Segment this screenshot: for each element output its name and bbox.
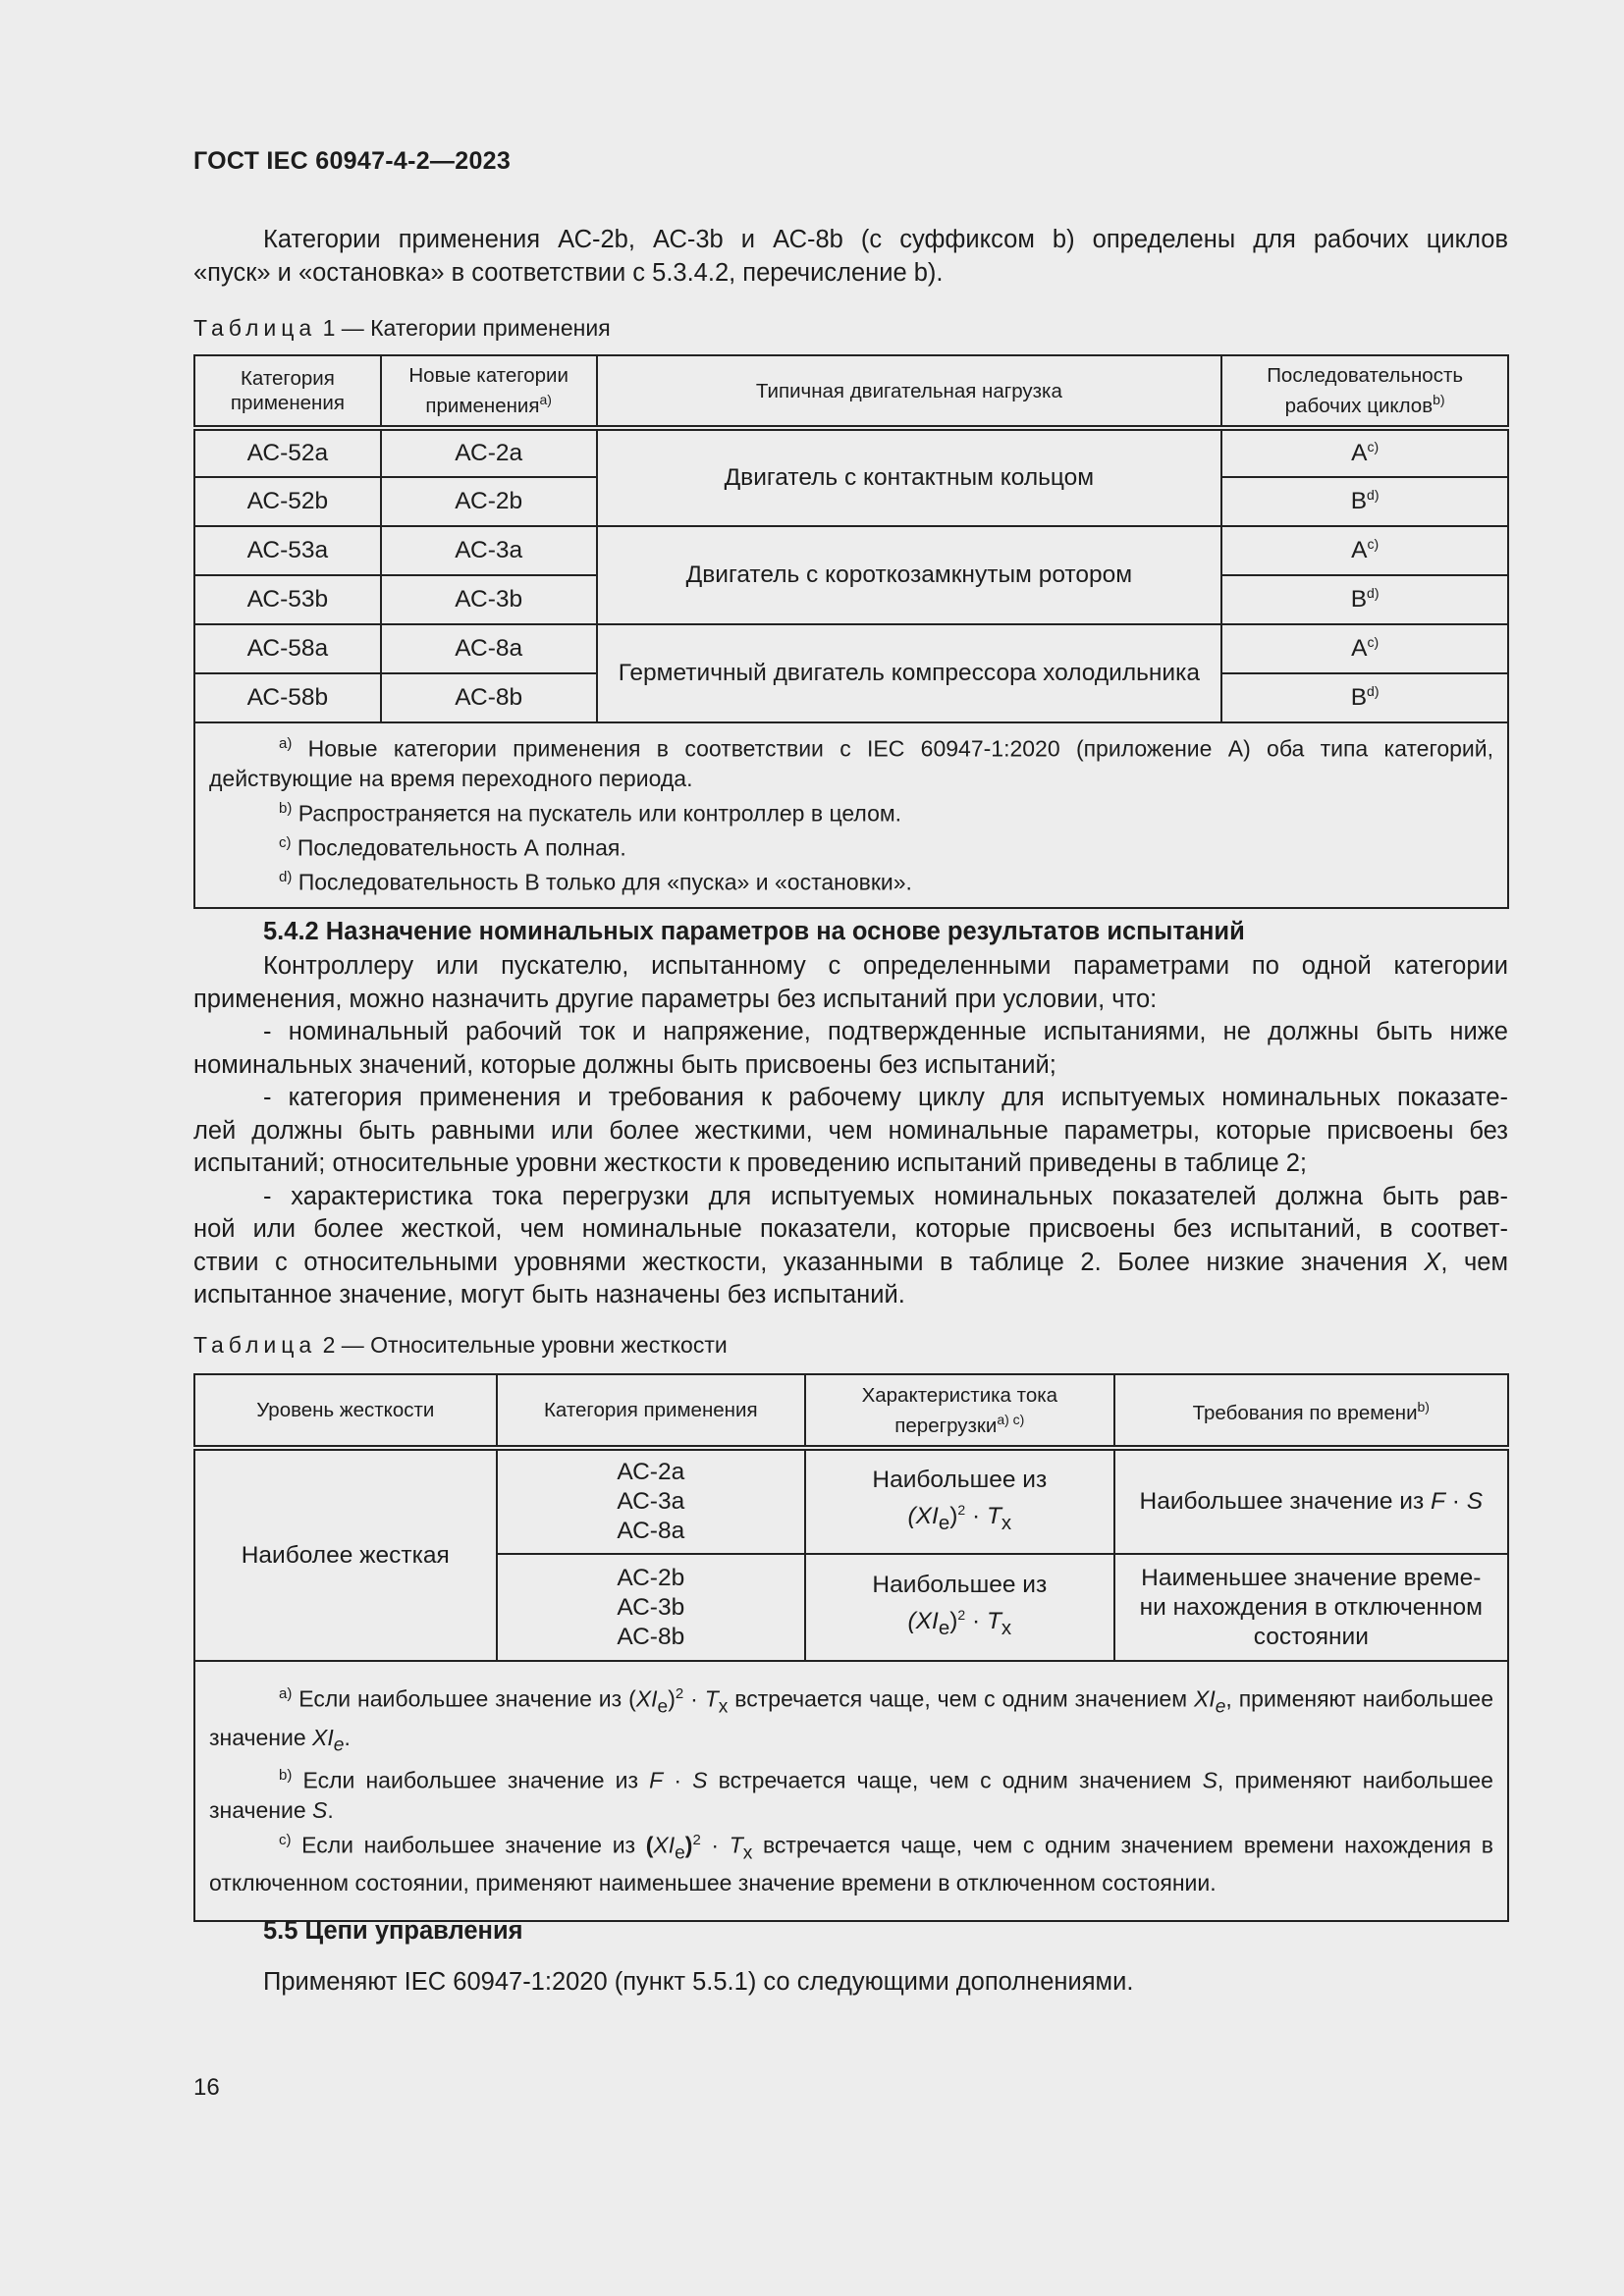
table-row bbox=[194, 428, 1508, 477]
table1-cell-sequence: $B^{d)}$ bbox=[1221, 575, 1508, 624]
table1-header-sequence: Последовательность рабочих циклов$^{b)}$ bbox=[1221, 355, 1508, 428]
table2-cell-time: Наименьшее значение време- ни нахождения в отключенном состоянии bbox=[1114, 1554, 1508, 1661]
table1-footnotes bbox=[194, 722, 1508, 908]
table1-cell-new-category: АС-3a bbox=[381, 526, 597, 575]
table2-notes-row bbox=[194, 1661, 1508, 1921]
page-number: 16 bbox=[193, 2074, 220, 2101]
table1-cell-load: Двигатель с короткозамкнутым ротором bbox=[597, 526, 1222, 624]
table1-header-load: Типичная двигательная нагрузка bbox=[597, 355, 1222, 428]
body-line: ной или более жесткой, чем номинальные показатели, которые присвоены без испытаний, в соответ- bbox=[193, 1215, 1508, 1243]
table1-cell-category: АС-52a bbox=[194, 428, 381, 477]
table1-footnote-a: $^{a)}$ Новые категории применения в соответствии с IEC 60947-1:2020 (приложение А) оба типа категорий, действующие на время переходного периода. bbox=[209, 735, 1493, 792]
table2-cell-level: Наиболее жесткая bbox=[194, 1448, 497, 1661]
intro-line-2: «пуск» и «остановка» в соответствии с 5.3.4.2, перечисление b). bbox=[193, 258, 944, 287]
table2-cell-categories: АС-2a АС-3a АС-8a bbox=[497, 1448, 806, 1554]
body-line: номинальных значений, которые должны быть присвоены без испытаний; bbox=[193, 1050, 1056, 1079]
table1-header-row bbox=[194, 355, 1508, 428]
table1-cell-load: Двигатель с контактным кольцом bbox=[597, 428, 1222, 526]
body-line: испытаний; относительные уровни жесткости к проведению испытаний приведены в таблице 2; bbox=[193, 1149, 1307, 1177]
table1-cell-category: АС-58b bbox=[194, 673, 381, 722]
table2-caption bbox=[193, 1332, 728, 1359]
table1-header-category: Категория применения bbox=[194, 355, 381, 428]
table1-cell-category: АС-58a bbox=[194, 624, 381, 673]
intro-line-1: Категории применения АС-2b, АС-3b и АС-8b (с суффиксом b) определены для рабочих циклов bbox=[263, 226, 1508, 253]
table2-cell-overload: Наибольшее из $(XI_e)^2 \cdot T_x$ bbox=[805, 1448, 1114, 1554]
table1-cell-sequence: $A^{c)}$ bbox=[1221, 624, 1508, 673]
table1-cell-new-category: АС-2b bbox=[381, 477, 597, 526]
table2-header-category: Категория применения bbox=[497, 1374, 806, 1448]
document-id: ГОСТ IEC 60947-4-2—2023 bbox=[193, 147, 512, 175]
table2-header-level: Уровень жесткости bbox=[194, 1374, 497, 1448]
table2-footnote-c: $^{c)}$ Если наибольшее значение из $(XI_e)^2 \cdot T_x$ встречается чаще, чем с одним значением времени нахождения в отключенном состоянии, применяют наименьшее значение времени в отключенном состоянии. bbox=[209, 1831, 1493, 1896]
table1-cell-new-category: АС-8a bbox=[381, 624, 597, 673]
table1-cell-new-category: АС-8b bbox=[381, 673, 597, 722]
table1-footnote-d: $^{d)}$ Последовательность В только для «пуска» и «остановки». bbox=[279, 868, 912, 895]
table-row bbox=[194, 526, 1508, 575]
body-line: применения, можно назначить другие параметры без испытаний при условии, что: bbox=[193, 985, 1158, 1013]
table2-caption-prefix: Таблица bbox=[193, 1332, 317, 1358]
table1-caption-text: 1 — Категории применения bbox=[316, 315, 611, 341]
table2-severity-levels bbox=[193, 1373, 1509, 1922]
body-line: ствии с относительными уровнями жесткости, указанными в таблице 2. Более низкие значения X, чем bbox=[193, 1248, 1508, 1276]
table1-cell-sequence: $A^{c)}$ bbox=[1221, 428, 1508, 477]
table1-cell-sequence: $A^{c)}$ bbox=[1221, 526, 1508, 575]
table1-application-categories bbox=[193, 354, 1509, 909]
body-line: лей должны быть равными или более жесткими, чем номинальные параметры, которые присвоены без bbox=[193, 1116, 1508, 1145]
table2-header-row bbox=[194, 1374, 1508, 1448]
table2-cell-time: Наибольшее значение из F · S bbox=[1114, 1448, 1508, 1554]
table2-footnote-b: $^{b)}$ Если наибольшее значение из F · S встречается чаще, чем с одним значением S, применяют наибольшее значение S. bbox=[209, 1766, 1493, 1823]
table2-cell-overload: Наибольшее из $(XI_e)^2 \cdot T_x$ bbox=[805, 1554, 1114, 1661]
table1-header-new-category: Новые категории применения$^{a)}$ bbox=[381, 355, 597, 428]
section-5-5-title: 5.5 Цепи управления bbox=[263, 1917, 523, 1945]
table1-footnote-b: $^{b)}$ Распространяется на пускатель или контроллер в целом. bbox=[279, 799, 902, 827]
table-row bbox=[194, 624, 1508, 673]
body-line: Контроллеру или пускателю, испытанному с определенными параметрами по одной категории bbox=[263, 952, 1508, 980]
table1-cell-sequence: $B^{d)}$ bbox=[1221, 673, 1508, 722]
table2-header-time: Требования по времени$^{b)}$ bbox=[1114, 1374, 1508, 1448]
table1-notes-row bbox=[194, 722, 1508, 908]
table2-footnote-a: $^{a)}$ Если наибольшее значение из $(XI_e)^2 \cdot T_x$ встречается чаще, чем с одним значением $XI_e$, применяют наибольшее значение $XI_e$. bbox=[209, 1685, 1493, 1756]
table1-cell-category: АС-53a bbox=[194, 526, 381, 575]
table2-caption-text: 2 — Относительные уровни жесткости bbox=[316, 1332, 728, 1358]
table1-cell-new-category: АС-3b bbox=[381, 575, 597, 624]
body-line: - категория применения и требования к рабочему циклу для испытуемых номинальных показате- bbox=[263, 1084, 1508, 1111]
body-line: - номинальный рабочий ток и напряжение, подтвержденные испытаниями, не должны быть ниже bbox=[263, 1018, 1508, 1045]
table1-cell-load: Герметичный двигатель компрессора холодильника bbox=[597, 624, 1222, 722]
section-5-5-text: Применяют IEC 60947-1:2020 (пункт 5.5.1) со следующими дополнениями. bbox=[263, 1968, 1134, 1996]
table1-cell-category: АС-52b bbox=[194, 477, 381, 526]
table1-cell-sequence: $B^{d)}$ bbox=[1221, 477, 1508, 526]
body-line: - характеристика тока перегрузки для испытуемых номинальных показателей должна быть рав- bbox=[263, 1182, 1508, 1210]
table1-cell-category: АС-53b bbox=[194, 575, 381, 624]
table2-cell-categories: АС-2b АС-3b АС-8b bbox=[497, 1554, 806, 1661]
table1-footnote-c: $^{c)}$ Последовательность А полная. bbox=[279, 833, 626, 861]
table1-caption-prefix: Таблица bbox=[193, 315, 317, 341]
section-5-4-2-title: 5.4.2 Назначение номинальных параметров на основе результатов испытаний bbox=[263, 918, 1245, 945]
table-row bbox=[194, 1448, 1508, 1554]
table2-header-overload: Характеристика тока перегрузки$^{a) c)}$ bbox=[805, 1374, 1114, 1448]
body-line: испытанное значение, могут быть назначены без испытаний. bbox=[193, 1281, 905, 1308]
section-5-4-2-body bbox=[193, 950, 1508, 1312]
table1-caption bbox=[193, 315, 611, 342]
table2-footnotes bbox=[194, 1661, 1508, 1921]
table1-cell-new-category: АС-2a bbox=[381, 428, 597, 477]
intro-paragraph bbox=[193, 224, 1508, 290]
